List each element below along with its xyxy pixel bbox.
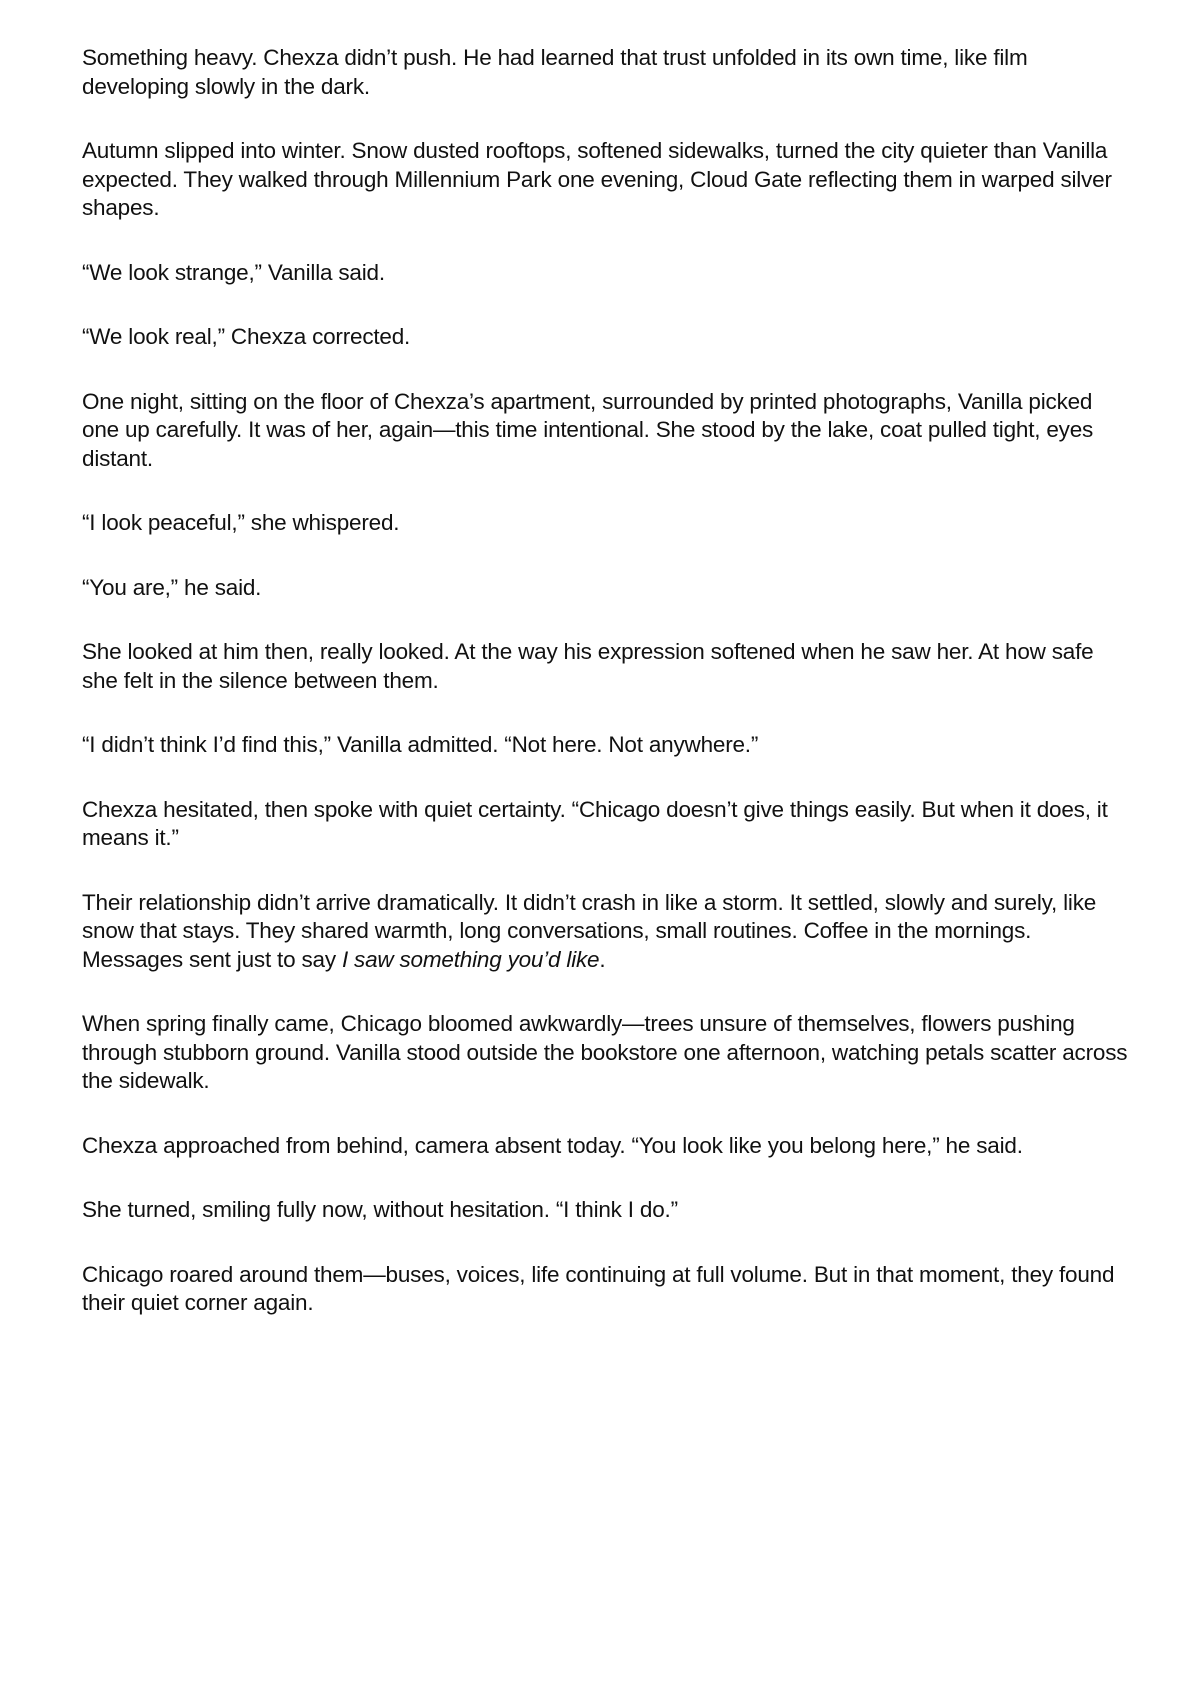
paragraph: Autumn slipped into winter. Snow dusted rooftops, softened sidewalks, turned the city quieter than Vanilla expected. They walked through Millennium Park one evening, Cloud Gate reflecting them in warped silver shapes. [82, 138, 1112, 220]
paragraph: Chicago roared around them—buses, voices, life continuing at full volume. But in that moment, they found their quiet corner again. [82, 1261, 1115, 1315]
dialogue-line: “We look real,” Chexza corrected. [82, 324, 411, 349]
dialogue-line: “I didn’t think I’d find this,” Vanilla admitted. “Not here. Not anywhere.” [82, 732, 759, 757]
paragraph-with-italic [82, 889, 1132, 975]
italic-phrase: I saw something you’d like [341, 946, 600, 972]
paragraph: One night, sitting on the floor of Chexza’s apartment, surrounded by printed photographs, Vanilla picked one up carefully. It was of her, again—this time intentional. She stood by the lake, coat pulled tight, eyes distant. [82, 388, 1094, 471]
dialogue-line: “We look strange,” Vanilla said. [82, 259, 385, 285]
paragraph: Something heavy. Chexza didn’t push. He had learned that trust unfolded in its own time, like film developing slowly in the dark. [82, 45, 1028, 99]
dialogue-line: “I look peaceful,” she whispered. [82, 510, 400, 535]
paragraph: Chexza approached from behind, camera absent today. “You look like you belong here,” he said. [82, 1132, 1023, 1158]
paragraph: When spring finally came, Chicago bloomed awkwardly—trees unsure of themselves, flowers pushing through stubborn ground. Vanilla stood outside the bookstore one afternoon, watching petals scatter across the sidewalk. [82, 1011, 1128, 1093]
paragraph-text: Their relationship didn’t arrive dramatically. It didn’t crash in like a storm. It settled, slowly and surely, like snow that stays. They shared warmth, long conversations, small routines. Coffee in the mornings. Messages sent just to say [82, 889, 1097, 972]
story-text [82, 44, 1132, 1354]
paragraph: Chexza hesitated, then spoke with quiet certainty. “Chicago doesn’t give things easily. But when it does, it means it.” [82, 796, 1108, 850]
dialogue-line: “You are,” he said. [82, 574, 262, 600]
dialogue-line: She turned, smiling fully now, without hesitation. “I think I do.” [82, 1197, 678, 1222]
paragraph: She looked at him then, really looked. At the way his expression softened when he saw her. At how safe she felt in the silence between them. [82, 639, 1094, 693]
paragraph-end: . [599, 946, 606, 972]
